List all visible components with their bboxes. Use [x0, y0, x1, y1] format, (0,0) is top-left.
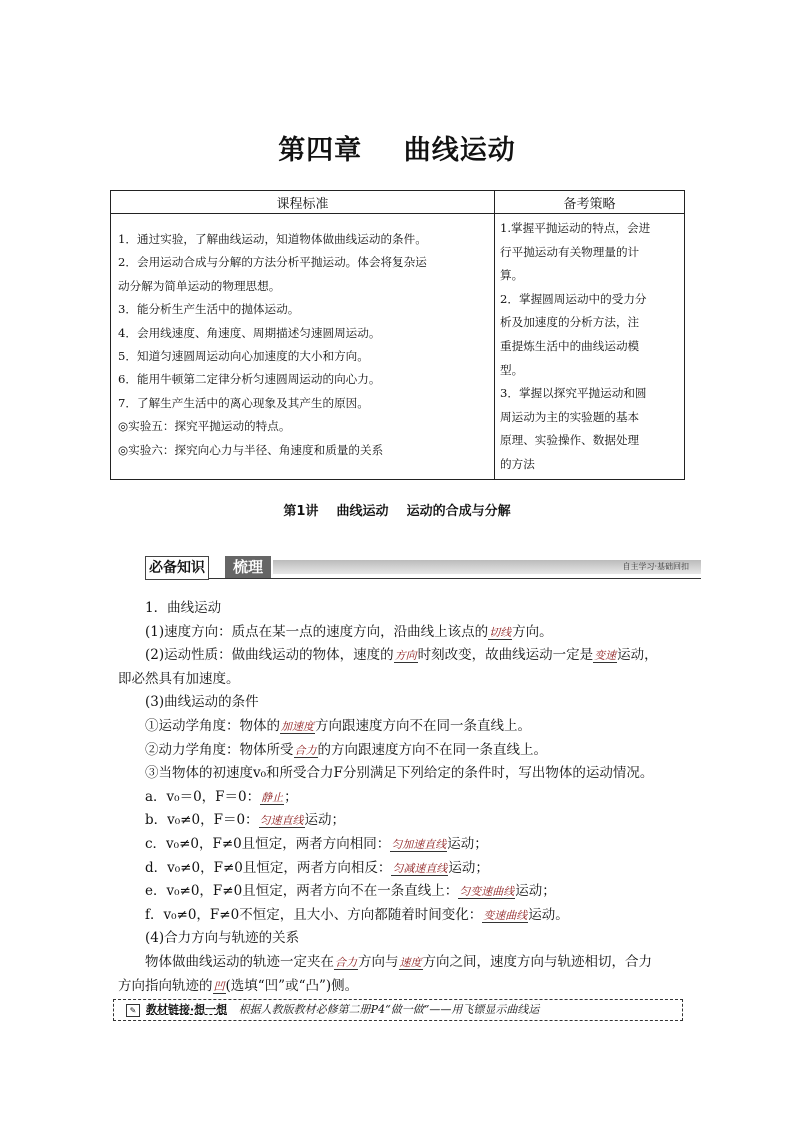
answer-blank: 匀减速直线 — [392, 861, 448, 875]
pencil-icon: ✎ — [126, 1004, 140, 1017]
strategy-line: 重提炼生活中的曲线运动模 — [500, 338, 640, 353]
answer-blank: 匀速直线 — [259, 814, 304, 828]
content-body — [118, 597, 683, 998]
standard-line: 2．会用运动合成与分解的方法分析平抛运动。体会将复杂运 — [118, 255, 427, 270]
paragraph: 物体做曲线运动的轨迹一定夹在合力方向与速度方向之间，速度方向与轨迹相切，合力 — [145, 953, 652, 970]
strategy-line: 原理、实验操作、数据处理 — [500, 433, 640, 448]
answer-blank: 凹 — [213, 979, 225, 993]
course-standard-cell — [111, 214, 495, 480]
case-item: f．v₀≠0，F≠0不恒定，且大小、方向都随着时间变化：变速曲线运动。 — [145, 906, 569, 923]
answer-blank: 变速曲线 — [483, 908, 528, 922]
answer-blank: 速度 — [399, 955, 422, 969]
textbook-link-text: 根据人教版教材必修第二册P4“做一做”——用飞镖显示曲线运 — [238, 1003, 540, 1016]
answer-blank: 变速 — [594, 649, 617, 663]
standard-line: 1．通过实验，了解曲线运动，知道物体做曲线运动的条件。 — [118, 232, 427, 246]
section-heading: 1．曲线运动 — [145, 600, 222, 616]
standard-line: 5．知道匀速圆周运动向心加速度的大小和方向。 — [118, 349, 369, 364]
strategy-line: 的方法 — [500, 456, 535, 471]
standard-line: 4．会用线速度、角速度、周期描述匀速圆周运动。 — [118, 325, 381, 340]
standard-line: 7．了解生产生活中的离心现象及其产生的原因。 — [118, 395, 369, 410]
paragraph: 即必然具有加速度。 — [118, 670, 240, 687]
answer-blank: 合力 — [294, 743, 317, 757]
textbook-link-label: 教材链接·想一想 — [146, 1003, 228, 1016]
answer-blank: 方向 — [394, 649, 417, 663]
header-course-standard: 课程标准 — [111, 191, 495, 214]
banner-divider — [145, 578, 701, 579]
paragraph: ①运动学角度：物体的加速度方向跟速度方向不在同一条直线上。 — [145, 717, 531, 734]
case-item: e．v₀≠0，F≠0且恒定，两者方向不在一条直线上：匀变速曲线运动； — [145, 883, 556, 900]
answer-blank: 合力 — [335, 955, 357, 969]
experiment-line: ◎实验五：探究平抛运动的特点。 — [118, 419, 291, 434]
case-item: c．v₀≠0，F≠0且恒定，两者方向相同：匀加速直线运动； — [145, 835, 488, 852]
chapter-title: 第四章 曲线运动 — [278, 135, 516, 166]
strategy-line: 1.掌握平抛运动的特点，会进 — [500, 221, 651, 235]
header-exam-strategy: 备考策略 — [495, 191, 685, 214]
case-item: d．v₀≠0，F≠0且恒定，两者方向相反：匀减速直线运动； — [145, 859, 489, 876]
standard-line: 3．能分析生产生活中的抛体运动。 — [118, 302, 300, 317]
banner-tag-knowledge: 必备知识 — [145, 556, 209, 580]
answer-blank: 加速度 — [281, 719, 314, 733]
banner-tag-review: 梳理 — [225, 556, 271, 578]
strategy-line: 3．掌握以探究平抛运动和圆 — [500, 386, 647, 401]
case-item: a．v₀＝0，F＝0：静止； — [145, 788, 298, 805]
curriculum-table — [110, 190, 685, 480]
sub-heading: (3)曲线运动的条件 — [145, 694, 259, 711]
strategy-line: 行平抛运动有关物理量的计 — [500, 244, 640, 259]
strategy-line: 析及加速度的分析方法，注 — [500, 315, 640, 330]
section-banner — [145, 556, 701, 579]
standard-line: 6．能用牛顿第二定律分析匀速圆周运动的向心力。 — [118, 372, 381, 387]
paragraph: ②动力学角度：物体所受合力的方向跟速度方向不在同一条直线上。 — [145, 741, 547, 758]
answer-blank: 匀加速直线 — [391, 837, 447, 851]
paragraph: (1)速度方向：质点在某一点的速度方向，沿曲线上该点的切线方向。 — [145, 623, 553, 640]
case-item: b．v₀≠0，F＝0：匀速直线运动； — [145, 812, 346, 829]
answer-blank: 静止 — [261, 790, 284, 804]
banner-right-text: 自主学习·基础回扣 — [622, 562, 689, 571]
exam-strategy-cell — [495, 214, 685, 480]
sub-heading: (4)合力方向与轨迹的关系 — [145, 930, 300, 947]
textbook-link-box — [113, 999, 683, 1021]
paragraph: (2)运动性质：做曲线运动的物体，速度的方向时刻改变，故曲线运动一定是变速运动， — [145, 647, 658, 664]
answer-blank: 匀变速曲线 — [459, 885, 515, 899]
strategy-line: 周运动为主的实验题的基本 — [500, 409, 640, 424]
strategy-line: 算。 — [500, 268, 524, 283]
paragraph: ③当物体的初速度v₀和所受合力F分别满足下列给定的条件时，写出物体的运动情况。 — [145, 765, 654, 782]
lesson-subtitle: 第1讲 曲线运动 运动的合成与分解 — [283, 504, 511, 519]
answer-blank: 切线 — [489, 625, 512, 639]
strategy-line: 型。 — [500, 362, 524, 377]
experiment-line: ◎实验六：探究向心力与半径、角速度和质量的关系 — [118, 442, 384, 457]
standard-line: 动分解为简单运动的物理思想。 — [118, 278, 281, 293]
strategy-line: 2．掌握圆周运动中的受力分 — [500, 291, 647, 306]
paragraph: 方向指向轨迹的凹(选填“凹”或“凸”)侧。 — [118, 977, 359, 994]
